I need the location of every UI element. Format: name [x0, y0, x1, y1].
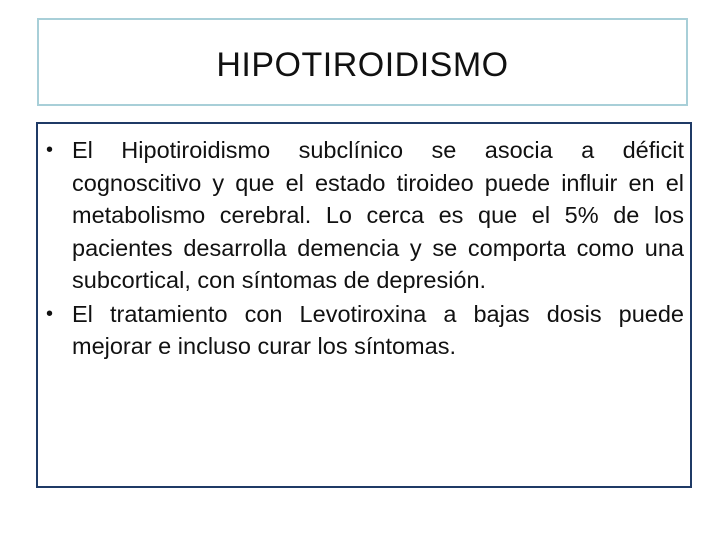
bullet-text: El tratamiento con Levotiroxina a bajas dosis puede mejorar e incluso curar los síntomas.: [72, 300, 684, 359]
bullet-item: [46, 134, 684, 297]
title-frame: [37, 18, 688, 106]
content-frame: [36, 122, 692, 488]
bullet-text: El Hipotiroidismo subclínico se asocia a déficit cognoscitivo y que el estado tiroideo puede influir en el metabolismo cerebral. Lo cerca es que el 5% de los pacientes desarrolla demencia y se comporta como una subcortical, con síntomas de depresión.: [72, 137, 684, 293]
bullet-icon: •: [46, 139, 54, 161]
bullet-icon: •: [46, 302, 54, 325]
bullet-item: [46, 298, 684, 363]
bullet-list: [46, 134, 684, 363]
slide-title: HIPOTIROIDISMO: [216, 45, 509, 84]
